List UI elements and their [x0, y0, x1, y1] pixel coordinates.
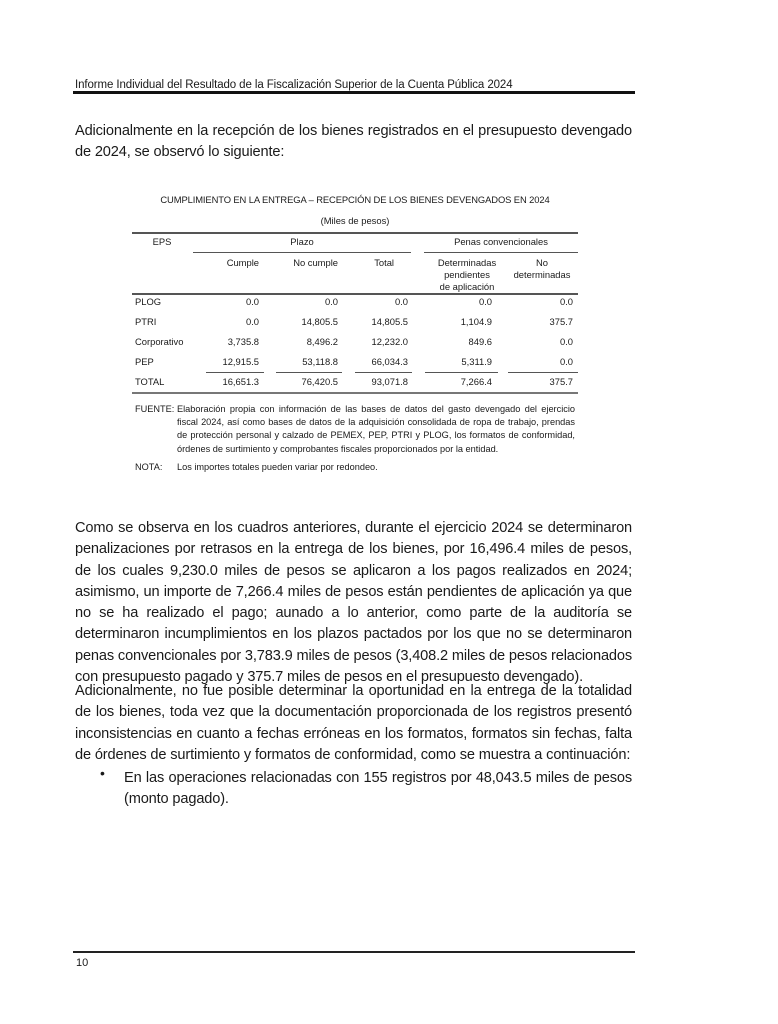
plazo-group-rule	[193, 252, 411, 253]
source-note	[135, 403, 575, 456]
cell-no-cumple: 8,496.2	[306, 336, 338, 347]
source-label: FUENTE:	[135, 404, 175, 414]
cell-no-cumple: 14,805.5	[301, 316, 338, 327]
cell-determinadas: 5,311.9	[461, 356, 492, 367]
cell-no-determinadas: 375.7	[549, 316, 573, 327]
observation-paragraph: Como se observa en los cuadros anteriores, durante el ejercicio 2024 se determinaron penalizaciones por retrasos en la entrega de los bienes, por 16,496.4 miles de pesos, de los cuales 9,230.0 miles de pesos se aplicaron a los pagos realizados en 2024; asimismo, un importe de 7,266.4 miles de pesos están pendientes de aplicación ya que no se ha realizado el pago; aunado a lo anterior, como parte de la auditoría se determinaron incumplimientos en los plazos pactados por los que no se determinaron penas convencionales por 3,783.9 miles de pesos (3,408.2 miles de pesos relacionados con presupuesto pagado y 375.7 miles de pesos en el presupuesto devengado).	[75, 520, 632, 686]
cell-total: 12,232.0	[371, 336, 408, 347]
cell-eps: PTRI	[135, 316, 157, 327]
col-no-determinadas-line1: No	[536, 257, 548, 268]
subtotal-rule-no-determinadas	[508, 372, 578, 373]
cell-eps: PLOG	[135, 296, 162, 307]
bullet-item-text: En las operaciones relacionadas con 155 registros por 48,043.5 miles de pesos (monto pagado).	[124, 770, 632, 808]
cell-eps: PEP	[135, 356, 154, 367]
cell-no-cumple: 53,118.8	[302, 356, 338, 367]
cell-cumple: 12,915.5	[222, 356, 259, 367]
cell-cumple: 3,735.8	[227, 336, 259, 347]
subtotal-rule-no-cumple	[276, 372, 342, 373]
header-divider	[73, 91, 635, 94]
cell-no-determinadas: 0.0	[559, 336, 573, 347]
bullet-icon: •	[100, 765, 105, 781]
cell-determinadas: 849.6	[468, 336, 492, 347]
cell-cumple: 0.0	[245, 296, 259, 307]
source-text: Elaboración propia con información de las bases de datos del gasto devengado del ejercicio fiscal 2024, así como bases de datos de la adquisición consolidada de ropa de trabajo, prendas de protección personal y calzado de PEMEX, PEP, PTRI y PLOG, los formatos de conformidad, órdenes de surtimiento y comprobantes fiscales proporcionados por la entidad.	[177, 404, 575, 454]
nota-note	[135, 461, 575, 474]
col-no-cumple: No cumple	[293, 257, 338, 268]
nota-label: NOTA:	[135, 461, 163, 472]
penas-group-rule	[424, 252, 578, 253]
cell-total: 66,034.3	[371, 356, 408, 367]
table-notes	[135, 403, 575, 474]
col-determinadas-line2: pendientes	[444, 269, 490, 280]
col-total: Total	[374, 257, 394, 268]
page-number: 10	[76, 957, 89, 969]
cell-determinadas: 1,104.9	[460, 316, 492, 327]
col-determinadas-line3: de aplicación	[439, 281, 495, 292]
cell-eps: Corporativo	[135, 336, 184, 347]
table-top-rule	[132, 232, 578, 234]
cell-total: 93,071.8	[371, 376, 408, 387]
cell-determinadas: 7,266.4	[460, 376, 492, 387]
col-determinadas-line1: Determinadas	[437, 257, 497, 268]
subtotal-rule-total	[355, 372, 412, 373]
header-penas-convencionales: Penas convencionales	[454, 236, 548, 247]
cell-no-determinadas: 0.0	[559, 296, 573, 307]
cell-total: 0.0	[394, 296, 408, 307]
nota-text: Los importes totales pueden variar por redondeo.	[177, 461, 378, 472]
subtotal-rule-cumple	[206, 372, 264, 373]
intro-paragraph: Adicionalmente en la recepción de los bienes registrados en el presupuesto devengado de 2024, se observó lo siguiente:	[75, 123, 632, 161]
cell-total: 14,805.5	[371, 316, 408, 327]
col-no-determinadas-line2: determinadas	[513, 269, 571, 280]
table-subtitle: (Miles de pesos)	[320, 215, 390, 226]
header-plazo: Plazo	[290, 236, 314, 247]
table-bottom-rule	[132, 392, 578, 394]
table-title: CUMPLIMIENTO EN LA ENTREGA – RECEPCIÓN DE LOS BIENES DEVENGADOS EN 2024	[160, 194, 550, 205]
cell-determinadas: 0.0	[478, 296, 492, 307]
col-cumple: Cumple	[226, 257, 259, 268]
cell-cumple: 16,651.3	[222, 376, 259, 387]
cell-no-cumple: 0.0	[324, 296, 338, 307]
table-header-rule	[132, 293, 578, 295]
header-eps: EPS	[152, 236, 172, 247]
cell-no-determinadas: 375.7	[549, 376, 573, 387]
report-header-title: Informe Individual del Resultado de la Fiscalización Superior de la Cuenta Pública 2024	[75, 79, 513, 91]
cell-cumple: 0.0	[245, 316, 259, 327]
cell-no-cumple: 76,420.5	[301, 376, 338, 387]
footer-divider	[73, 951, 635, 953]
cell-eps: TOTAL	[135, 376, 165, 387]
cell-no-determinadas: 0.0	[559, 356, 573, 367]
additional-paragraph: Adicionalmente, no fue posible determinar la oportunidad en la entrega de la totalidad de los bienes, toda vez que la documentación proporcionada de los registros presentó inconsistencias en cuanto a fechas erróneas en los formatos, formatos sin fechas, falta de órdenes de surtimiento y formatos de conformidad, como se muestra a continuación:	[75, 683, 632, 763]
subtotal-rule-determinadas	[425, 372, 498, 373]
